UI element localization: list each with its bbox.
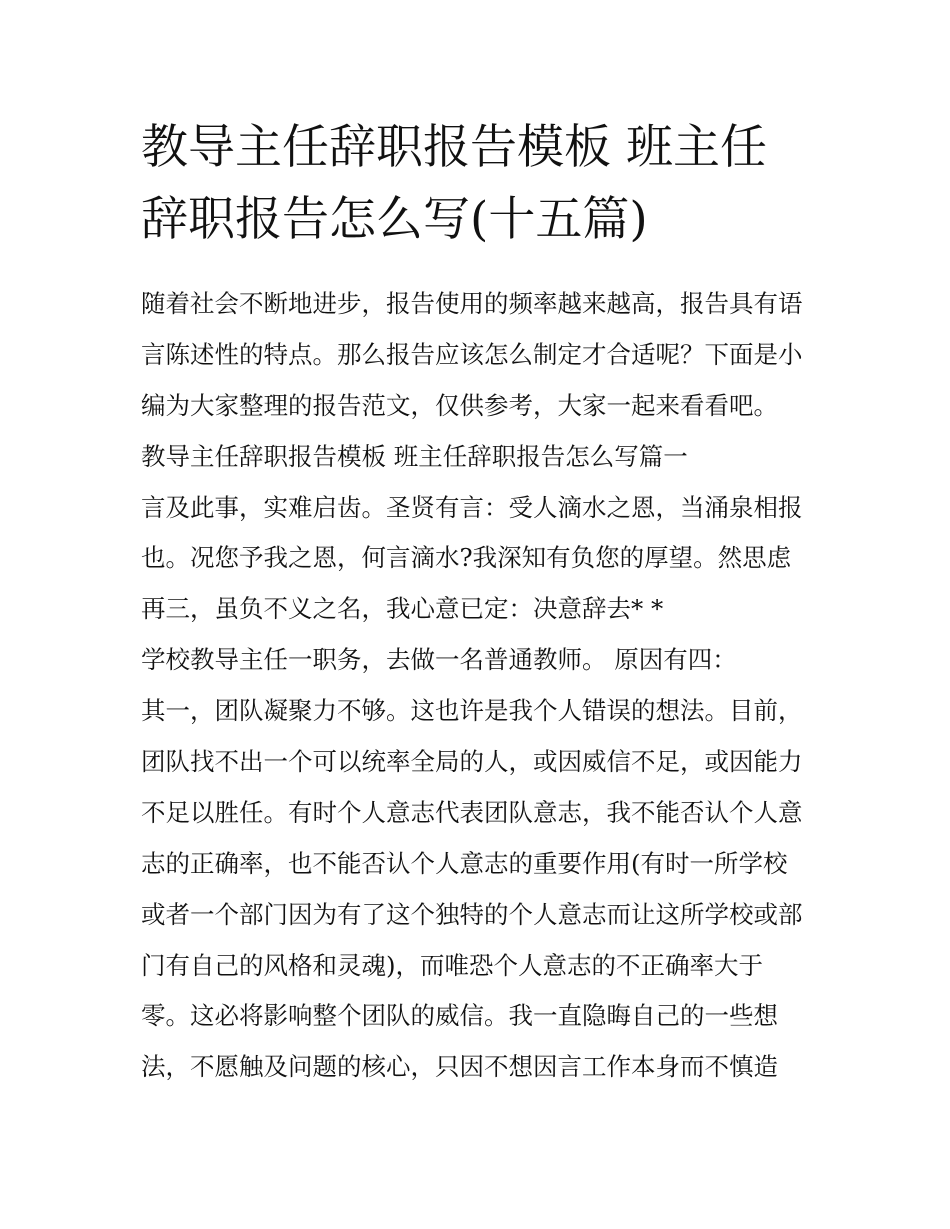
document-body bbox=[141, 279, 831, 1093]
document-title bbox=[141, 112, 841, 256]
section-heading: 教导主任辞职报告模板 班主任辞职报告怎么写篇一 bbox=[141, 441, 688, 471]
body-line: 零。这必将影响整个团队的威信。我一直隐晦自己的一些想 bbox=[141, 1001, 778, 1031]
body-line: 志的正确率，也不能否认个人意志的重要作用(有时一所学校 bbox=[141, 848, 788, 878]
body-line: 门有自己的风格和灵魂)，而唯恐个人意志的不正确率大于 bbox=[141, 950, 764, 980]
body-line: 言及此事，实难启齿。圣贤有言：受人滴水之恩，当涌泉相报 bbox=[141, 492, 803, 522]
body-line: 法，不愿触及问题的核心，只因不想因言工作本身而不慎造 bbox=[141, 1052, 778, 1082]
body-line: 编为大家整理的报告范文，仅供参考，大家一起来看看吧。 bbox=[141, 390, 778, 420]
body-line: 言陈述性的特点。那么报告应该怎么制定才合适呢？下面是小 bbox=[141, 339, 803, 369]
title-line: 教导主任辞职报告模板 班主任 bbox=[141, 120, 767, 175]
body-line: 学校教导主任一职务，去做一名普通教师。 原因有四： bbox=[141, 645, 737, 675]
body-line: 团队找不出一个可以统率全局的人，或因威信不足，或因能力 bbox=[141, 747, 803, 777]
body-line: 再三，虽负不义之名，我心意已定：决意辞去* * bbox=[141, 594, 664, 624]
title-line: 辞职报告怎么写(十五篇) bbox=[141, 192, 648, 247]
body-line: 随着社会不断地进步，报告使用的频率越来越高，报告具有语 bbox=[141, 289, 803, 318]
body-line: 也。况您予我之恩，何言滴水?我深知有负您的厚望。然思虑 bbox=[141, 543, 792, 573]
body-line: 或者一个部门因为有了这个独特的个人意志而让这所学校或部 bbox=[141, 899, 803, 929]
body-line: 不足以胜任。有时个人意志代表团队意志，我不能否认个人意 bbox=[141, 797, 803, 827]
body-line: 其一，团队凝聚力不够。这也许是我个人错误的想法。目前， bbox=[141, 696, 803, 726]
